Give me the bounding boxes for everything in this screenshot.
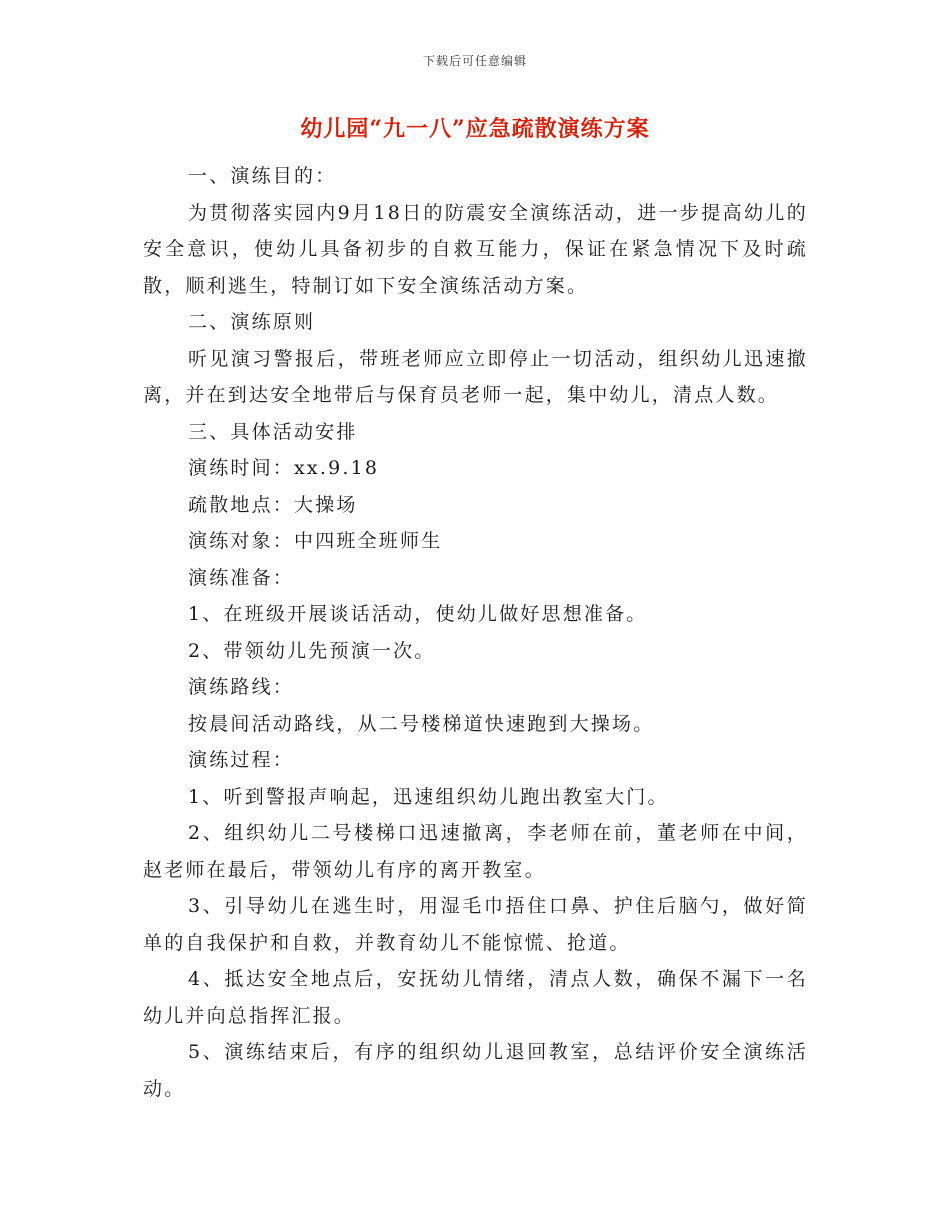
- preparation-item-1: 1、在班级开展谈话活动，使幼儿做好思想准备。: [188, 603, 648, 625]
- preparation-item-2: 2、带领幼儿先预演一次。: [188, 639, 436, 662]
- drill-route: 按晨间活动路线，从二号楼梯道快速跑到大操场。: [188, 712, 655, 735]
- drill-time: 演练时间：xx.9.18: [188, 457, 380, 479]
- process-item-4: 4、抵达安全地点后，安抚幼儿情绪，清点人数，确保不漏下一名幼儿并向总指挥汇报。: [143, 968, 808, 1027]
- process-item-2: 2、组织幼儿二号楼梯口迅速撤离，李老师在前，董老师在中间，赵老师在最后，带领幼儿有序的离开教室。: [143, 822, 808, 881]
- process-item-3: 3、引导幼儿在逃生时，用湿毛巾捂住口鼻、护住后脑勺，做好简单的自我保护和自救，并教育幼儿不能惊慌、抢道。: [143, 895, 808, 954]
- document-title: 幼儿园“九一八”应急疏散演练方案: [300, 116, 650, 142]
- evacuation-location: 疏散地点：大操场: [188, 493, 358, 516]
- paragraph-purpose: 为贯彻落实园内9月18日的防震安全演练活动，进一步提高幼儿的安全意识，使幼儿具备初步的自救互能力，保证在紧急情况下及时疏散，顺利逃生，特制订如下安全演练活动方案。: [143, 201, 808, 297]
- drill-process-heading: 演练过程：: [188, 749, 295, 771]
- section-heading-arrangement: 三、具体活动安排: [188, 420, 358, 443]
- drill-preparation-heading: 演练准备：: [188, 566, 295, 589]
- drill-participants: 演练对象：中四班全班师生: [188, 530, 443, 552]
- drill-route-heading: 演练路线：: [188, 676, 295, 698]
- paragraph-principle: 听见演习警报后，带班老师应立即停止一切活动，组织幼儿迅速撤离，并在到达安全地带后与保育员老师一起，集中幼儿，清点人数。: [143, 347, 808, 406]
- section-heading-purpose: 一、演练目的：: [188, 165, 337, 187]
- header-note: 下载后可任意编辑: [422, 54, 527, 68]
- document-body: [143, 158, 808, 1107]
- process-item-5: 5、演练结束后，有序的组织幼儿退回教室，总结评价安全演练活动。: [143, 1041, 808, 1100]
- section-heading-principle: 二、演练原则: [188, 311, 316, 333]
- process-item-1: 1、听到警报声响起，迅速组织幼儿跑出教室大门。: [188, 785, 669, 808]
